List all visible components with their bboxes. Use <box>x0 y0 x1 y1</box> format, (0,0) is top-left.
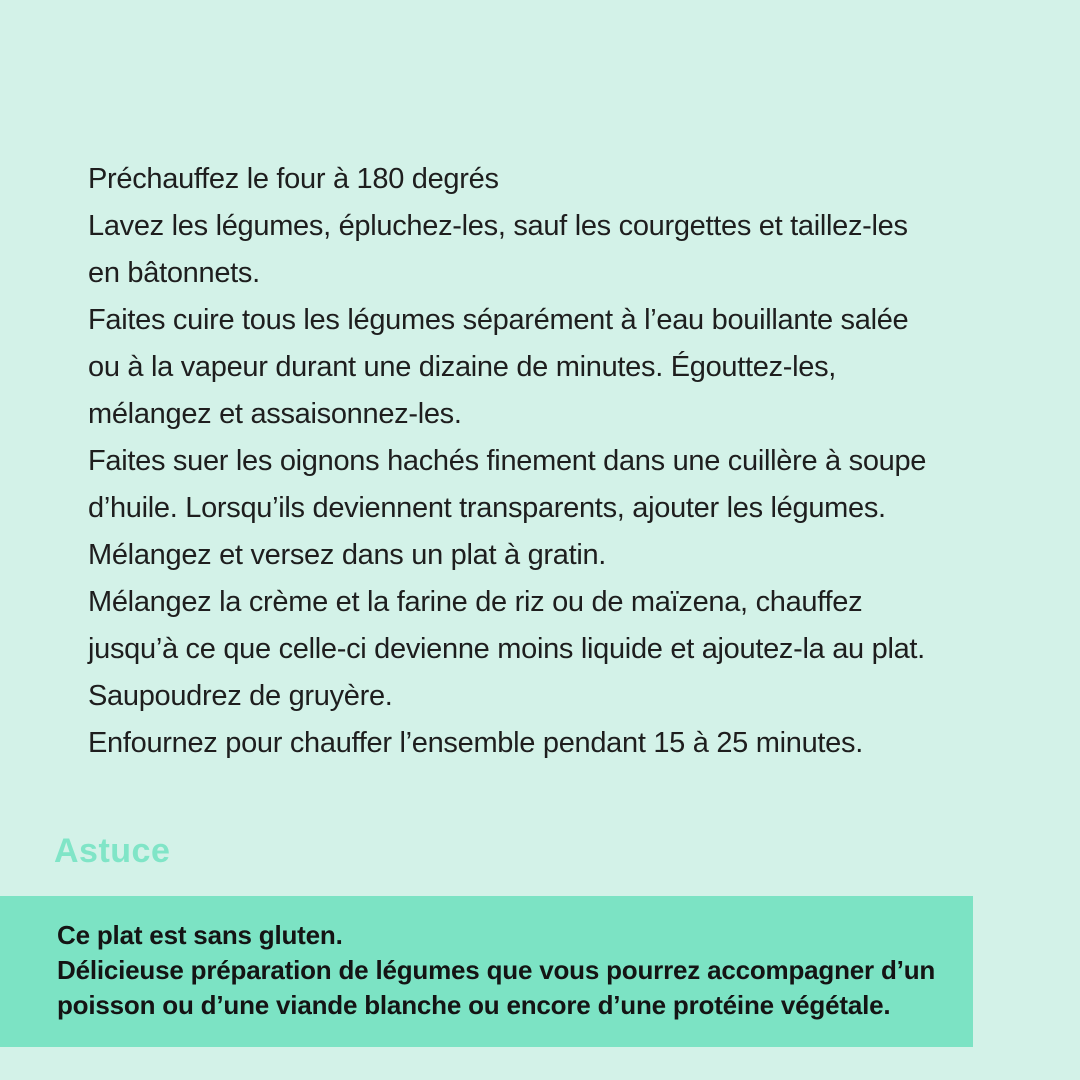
instruction-line: mélangez et assaisonnez-les. <box>88 398 462 430</box>
instruction-line: Mélangez et versez dans un plat à gratin. <box>88 539 607 571</box>
tip-line: Ce plat est sans gluten. <box>57 920 343 950</box>
instruction-line: Préchauffez le four à 180 degrés <box>88 163 499 195</box>
instruction-line: Faites suer les oignons hachés finement dans une cuillère à soupe <box>88 445 927 477</box>
instruction-line: Saupoudrez de gruyère. <box>88 680 393 712</box>
tip-box <box>0 896 973 1047</box>
tip-line: poisson ou d’une viande blanche ou encore d’une protéine végétale. <box>57 990 891 1020</box>
instruction-line: d’huile. Lorsqu’ils deviennent transparents, ajouter les légumes. <box>88 492 886 524</box>
instruction-line: ou à la vapeur durant une dizaine de minutes. Égouttez-les, <box>88 351 837 383</box>
instruction-line: Lavez les légumes, épluchez-les, sauf les courgettes et taillez-les <box>88 210 908 242</box>
tip-heading: Astuce <box>54 832 171 870</box>
instructions-text-block <box>88 156 926 767</box>
instruction-line: Mélangez la crème et la farine de riz ou de maïzena, chauffez <box>88 586 863 618</box>
tip-line: Délicieuse préparation de légumes que vous pourrez accompagner d’un <box>57 955 936 985</box>
instruction-line: Enfournez pour chauffer l’ensemble pendant 15 à 25 minutes. <box>88 727 863 759</box>
instruction-line: Faites cuire tous les légumes séparément à l’eau bouillante salée <box>88 304 909 336</box>
instruction-line: en bâtonnets. <box>88 257 260 289</box>
instruction-line: jusqu’à ce que celle-ci devienne moins liquide et ajoutez-la au plat. <box>88 633 925 665</box>
